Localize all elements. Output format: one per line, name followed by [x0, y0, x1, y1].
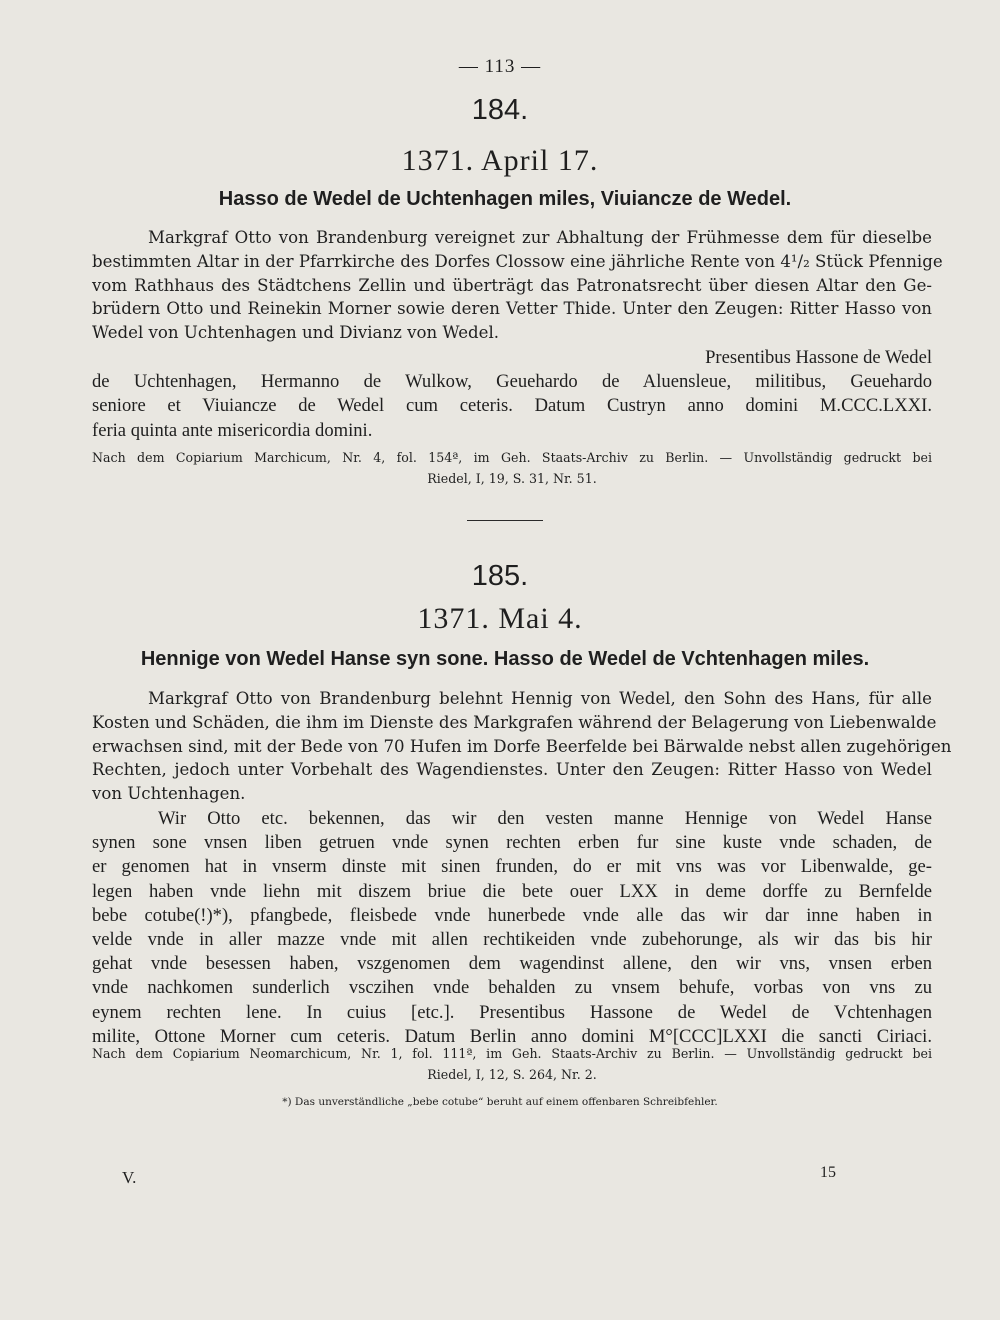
- latin-line: eynem rechten lene. In cuius [etc.]. Presentibus Hassone de Wedel de Vchtenhagen: [92, 1001, 932, 1023]
- sheet-signature: V.: [122, 1168, 137, 1187]
- regest-line: brüdern Otto und Reinekin Morner sowie deren Vetter Thide. Unter den Zeugen: Ritter Hasso von: [92, 299, 932, 319]
- footnote: *) Das unverständliche „bebe cotube“ beruht auf einem offenbaren Schreibfehler.: [282, 1096, 718, 1108]
- regest-line: erwachsen sind, mit der Bede von 70 Hufen im Dorfe Beerfelde bei Bärwalde nebst allen zugehörigen: [92, 736, 952, 756]
- regest-line: Markgraf Otto von Brandenburg vereignet zur Abhaltung der Frühmesse dem für dieselbe: [148, 228, 932, 247]
- latin-line: seniore et Viuiancze de Wedel cum ceteris. Datum Custryn anno domini M.CCC.LXXI.: [92, 395, 932, 417]
- regest-line: Markgraf Otto von Brandenburg belehnt Hennig von Wedel, den Sohn des Hans, für alle: [148, 689, 932, 708]
- page-number: — 113 —: [458, 56, 542, 77]
- latin-line: gehat vnde besessen haben, vszgenomen dem wagendinst allene, den wir vns, vnsen erben: [92, 953, 932, 975]
- regest-184: [92, 226, 943, 345]
- source-line: Riedel, I, 19, S. 31, Nr. 51.: [427, 471, 597, 486]
- sheet-number: 15: [820, 1164, 836, 1181]
- latin-line: bebe cotube(!)*), pfangbede, fleisbede vnde hunerbede vnde alle das wir dar inne haben in: [92, 904, 932, 926]
- latin-line: synen sone vnsen liben getruen vnde synen rechten erben fur sine kuste vnde schaden, de: [92, 832, 932, 854]
- latin-line: Wir Otto etc. bekennen, das wir den vesten manne Hennige von Wedel Hanse: [158, 808, 932, 829]
- latin-line: feria quinta ante misericordia domini.: [92, 419, 373, 441]
- document-number-185: 185.: [471, 560, 529, 592]
- latin-text-184: [92, 346, 932, 443]
- latin-line: milite, Ottone Morner cum ceteris. Datum Berlin anno domini M°[CCC]LXXI die sancti Ciriaci.: [92, 1025, 932, 1047]
- regest-line: Wedel von Uchtenhagen und Divianz von Wedel.: [92, 323, 500, 343]
- regest-185: [92, 687, 952, 806]
- document-heading-185: Hennige von Wedel Hanse syn sone. Hasso de Wedel de Vchtenhagen miles.: [140, 648, 870, 670]
- regest-line: bestimmten Altar in der Pfarrkirche des Dorfes Clossow eine jährliche Rente von 4¹/₂ Stück Pfennige: [92, 251, 943, 271]
- source-note-185: [92, 1043, 932, 1085]
- section-divider: [467, 520, 543, 521]
- source-note-184: [92, 447, 932, 489]
- document-number-184: 184.: [471, 94, 529, 126]
- latin-line: velde vnde in aller mazze vnde mit allen rechtikeiden vnde zubehorunge, als wir das bis hir: [92, 929, 932, 951]
- source-line: Riedel, I, 12, S. 264, Nr. 2.: [427, 1067, 597, 1082]
- latin-line: Presentibus Hassone de Wedel: [705, 347, 932, 368]
- source-line: Nach dem Copiarium Marchicum, Nr. 4, fol. 154ª, im Geh. Staats-Archiv zu Berlin. — Unvollständig gedruckt bei: [92, 450, 932, 465]
- document-date-185: 1371. Mai 4.: [417, 602, 583, 635]
- latin-line: de Uchtenhagen, Hermanno de Wulkow, Geuehardo de Aluensleue, militibus, Geuehardo: [92, 371, 932, 393]
- source-line: Nach dem Copiarium Neomarchicum, Nr. 1, fol. 111ª, im Geh. Staats-Archiv zu Berlin. — Unvollständig gedruckt bei: [92, 1046, 932, 1061]
- document-heading-184: Hasso de Wedel de Uchtenhagen miles, Viuiancze de Wedel.: [218, 188, 792, 210]
- latin-line: vnde nachkomen sunderlich vsczihen vnde behalden zu vnsem behufe, vorbas von vns zu: [92, 977, 932, 999]
- document-date-184: 1371. April 17.: [401, 144, 599, 177]
- regest-line: Rechten, jedoch unter Vorbehalt des Wagendienstes. Unter den Zeugen: Ritter Hasso von Wedel: [92, 760, 932, 780]
- regest-line: Kosten und Schäden, die ihm im Dienste des Markgrafen während der Belagerung von Liebenwalde: [92, 712, 937, 732]
- regest-line: vom Rathhaus des Städtchens Zellin und überträgt das Patronatsrecht über diesen Altar den Ge-: [92, 275, 932, 295]
- latin-text-185: [92, 807, 932, 1049]
- latin-line: legen haben vnde liehn mit diszem briue die bete ouer LXX in deme dorffe zu Bernfelde: [92, 880, 932, 902]
- regest-line: von Uchtenhagen.: [92, 784, 246, 804]
- latin-line: er genomen hat in vnserm dinste mit sinen frunden, do er mit vns was vor Libenwalde, ge-: [92, 856, 932, 878]
